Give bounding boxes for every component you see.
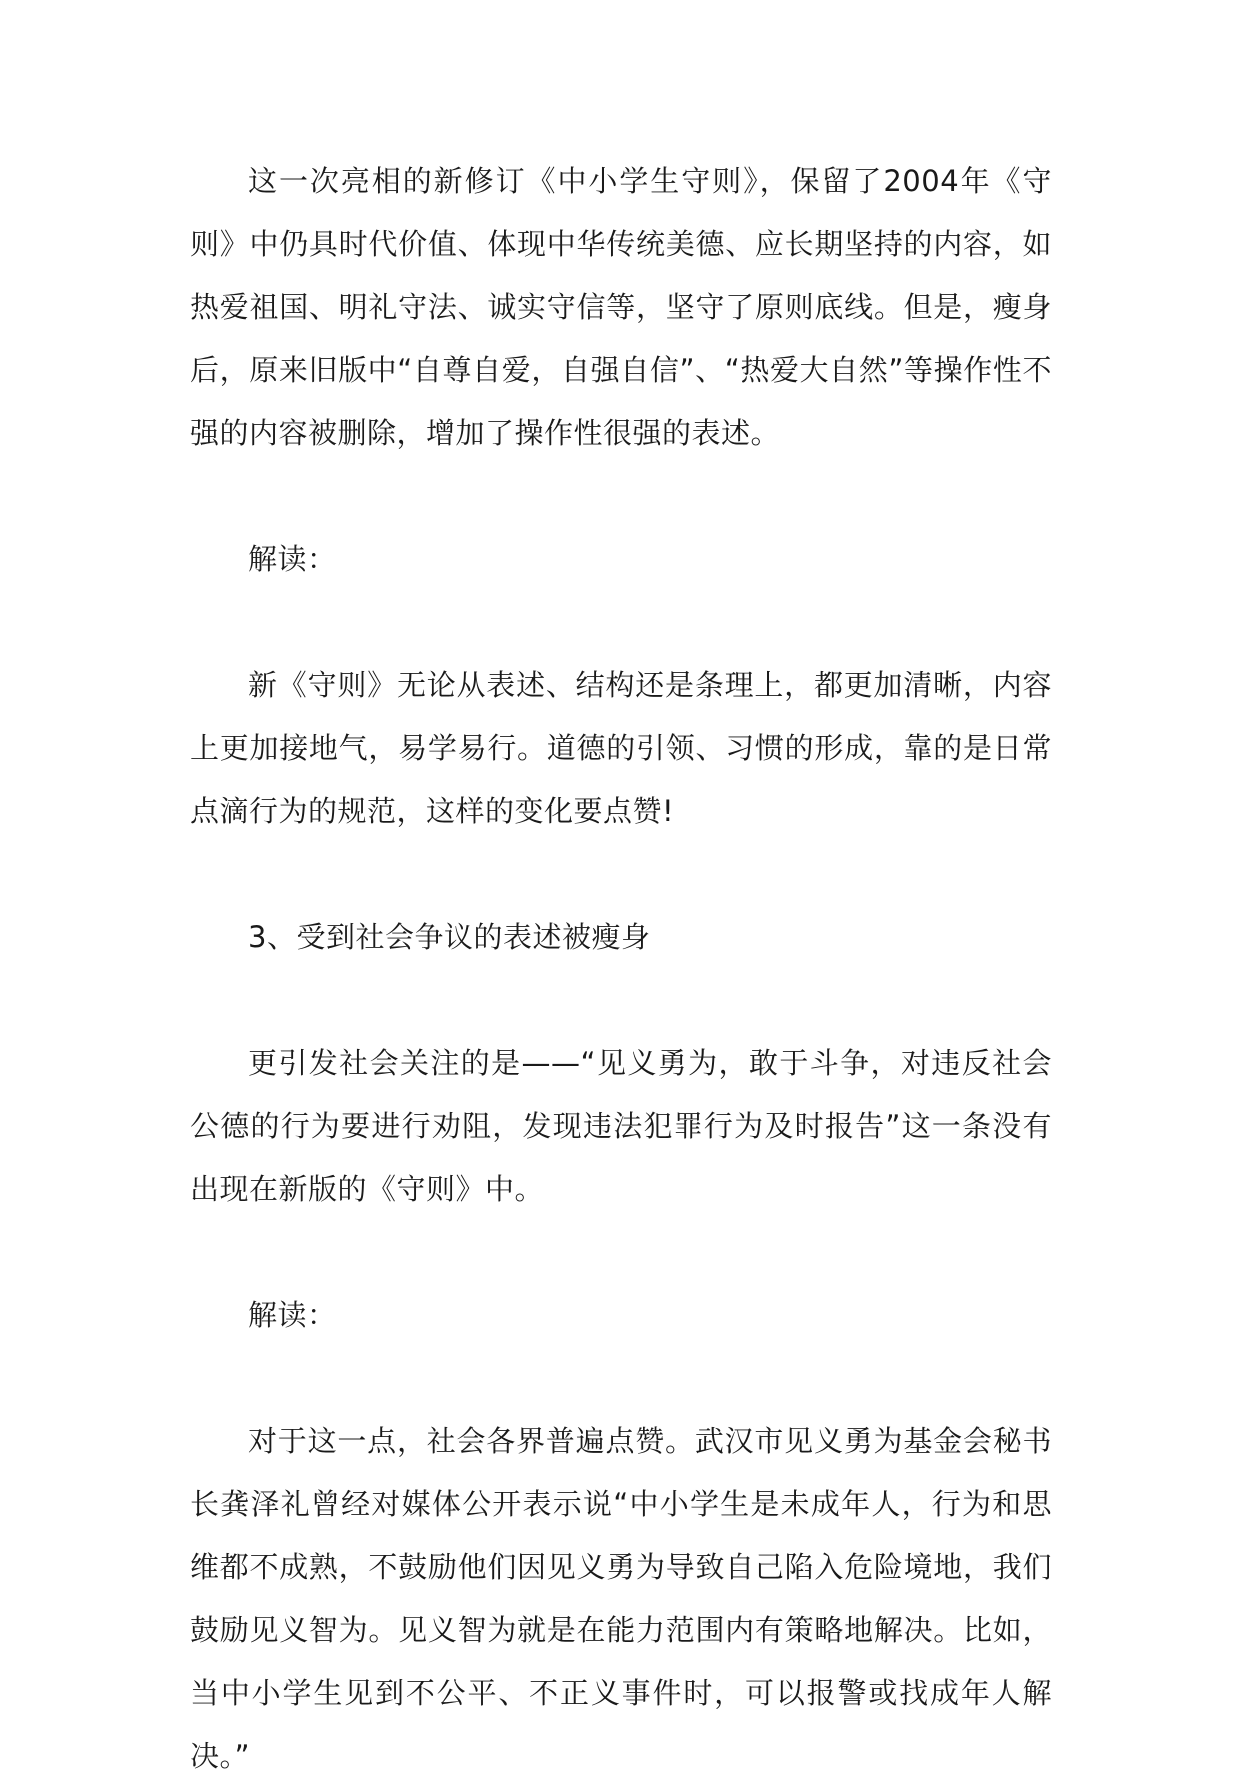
paragraph-gap — [190, 1221, 1052, 1284]
paragraph-interpretation-quote: 对于这一点，社会各界普遍点赞。武汉市见义勇为基金会秘书长龚泽礼曾经对媒体公开表示说“中小学生是未成年人，行为和思维都不成熟，不鼓励他们因见义勇为导致自己陷入危险境地，我们鼓励见义智为。见义智为就是在能力范围内有策略地解决。比如，当中小学生见到不公平、不正义事件时，可以报警或找成年人解决。” — [190, 1424, 1052, 1773]
paragraph-interpretation-label: 解读： — [248, 542, 337, 576]
document-body — [190, 150, 1052, 1788]
section-heading-controversial: 3、受到社会争议的表述被瘦身 — [248, 920, 651, 954]
paragraph-revised-code-intro: 这一次亮相的新修订《中小学生守则》，保留了2004年《守则》中仍具时代价值、体现中华传统美德、应长期坚持的内容，如热爱祖国、明礼守法、诚实守信等，坚守了原则底线。但是，瘦身后，原来旧版中“自尊自爱，自强自信”、“热爱大自然”等操作性不强的内容被删除，增加了操作性很强的表述。 — [190, 164, 1052, 450]
paragraph-bravery-clause: 更引发社会关注的是——“见义勇为，敢于斗争，对违反社会公德的行为要进行劝阻，发现违法犯罪行为及时报告”这一条没有出现在新版的《守则》中。 — [190, 1046, 1052, 1206]
paragraph-interpretation-clarity: 新《守则》无论从表述、结构还是条理上，都更加清晰，内容上更加接地气，易学易行。道德的引领、习惯的形成，靠的是日常点滴行为的规范，这样的变化要点赞! — [190, 668, 1052, 828]
paragraph-gap — [190, 465, 1052, 528]
paragraph-interpretation-label: 解读： — [248, 1298, 337, 1332]
paragraph-gap — [190, 843, 1052, 906]
paragraph-gap — [190, 1347, 1052, 1410]
paragraph-gap — [190, 591, 1052, 654]
paragraph-gap — [190, 969, 1052, 1032]
